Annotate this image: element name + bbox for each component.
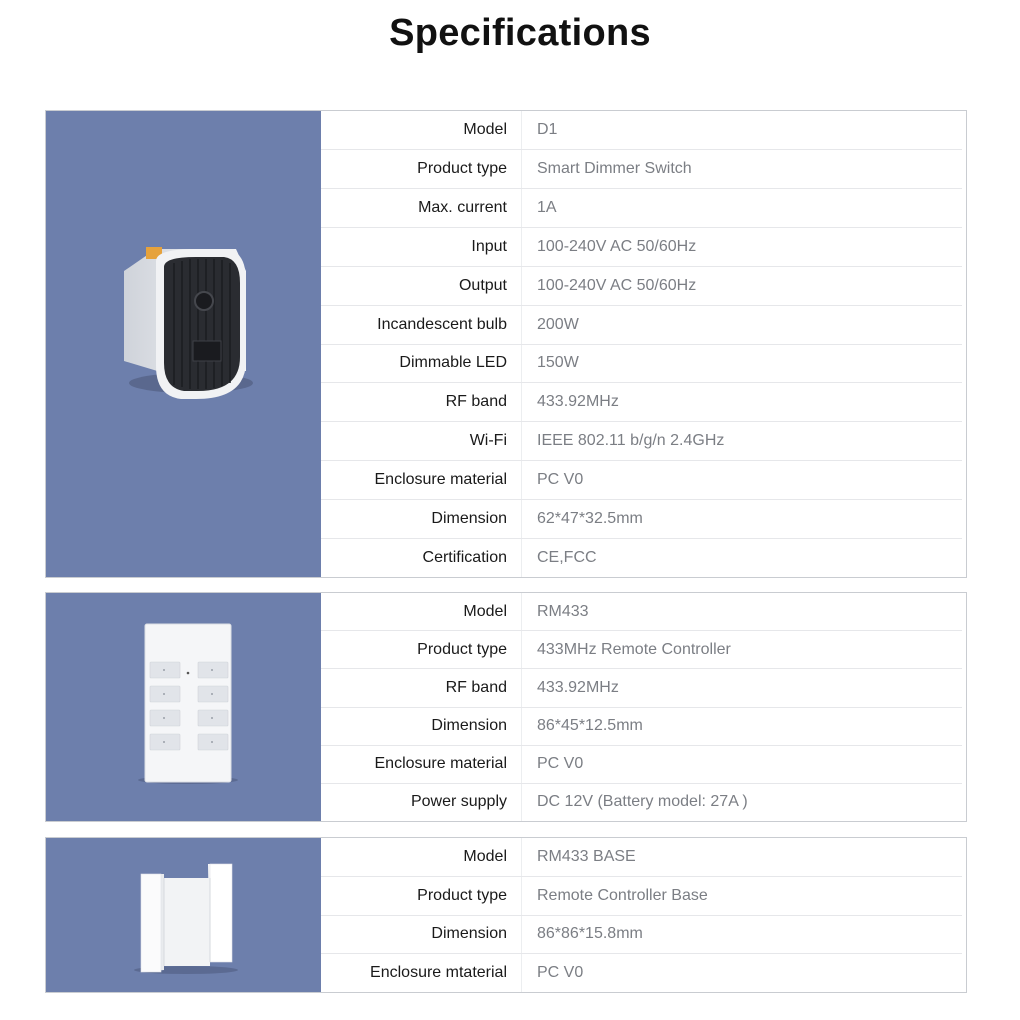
spec-row [321,954,962,992]
spec-block-rm433 [45,592,967,822]
spec-label: Enclosure material [321,461,522,499]
product-image-panel [46,111,321,577]
spec-label: Max. current [321,189,522,227]
spec-label: Dimmable LED [321,345,522,383]
spec-label: Model [321,838,522,876]
spec-label: Model [321,593,522,630]
spec-row [321,593,962,631]
spec-row [321,383,962,422]
spec-label: Product type [321,631,522,668]
spec-label: Dimension [321,708,522,745]
spec-label: Enclosure mtaterial [321,954,522,992]
spec-label: Model [321,111,522,149]
spec-row [321,111,962,150]
product-image-panel [46,593,321,821]
spec-value: RM433 [537,602,589,620]
spec-row [321,306,962,345]
spec-row [321,345,962,384]
spec-row [321,746,962,784]
spec-value: PC V0 [537,755,584,773]
spec-value: 100-240V AC 50/60Hz [537,276,697,294]
spec-row [321,838,962,877]
spec-value: 150W [537,354,579,372]
spec-row [321,877,962,916]
spec-value: 433.92MHz [537,678,619,696]
remote-controller-image [46,593,321,821]
spec-label: RF band [321,383,522,421]
spec-value: RM433 BASE [537,847,636,865]
spec-row [321,631,962,669]
spec-value: 200W [537,315,579,333]
spec-value: PC V0 [537,471,584,489]
spec-row [321,708,962,746]
spec-value: 100-240V AC 50/60Hz [537,237,697,255]
spec-label: RF band [321,669,522,706]
spec-value: D1 [537,120,558,138]
spec-row [321,916,962,955]
spec-row [321,267,962,306]
spec-rows [321,838,966,992]
spec-block-rm433-base [45,837,967,993]
spec-label: Product type [321,877,522,915]
spec-label: Dimension [321,916,522,954]
spec-label: Wi-Fi [321,422,522,460]
spec-value: 1A [537,198,557,216]
spec-value: Remote Controller Base [537,886,708,904]
spec-label: Dimension [321,500,522,538]
spec-value: 86*45*12.5mm [537,717,643,735]
spec-value: Smart Dimmer Switch [537,159,692,177]
spec-value: 433MHz Remote Controller [537,640,731,658]
spec-label: Input [321,228,522,266]
spec-value: DC 12V (Battery model: 27A ) [537,793,748,811]
spec-value: 62*47*32.5mm [537,510,643,528]
spec-row [321,539,962,577]
spec-rows [321,111,966,577]
spec-label: Incandescent bulb [321,306,522,344]
spec-row [321,189,962,228]
spec-value: CE,FCC [537,549,597,567]
spec-row [321,784,962,821]
spec-row [321,422,962,461]
spec-row [321,461,962,500]
spec-row [321,669,962,707]
spec-label: Product type [321,150,522,188]
spec-value: 433.92MHz [537,393,619,411]
spec-rows [321,593,966,821]
dimmer-switch-image [46,111,321,577]
spec-label: Certification [321,539,522,577]
spec-label: Output [321,267,522,305]
spec-row [321,228,962,267]
spec-row [321,150,962,189]
remote-base-image [46,838,321,992]
spec-value: 86*86*15.8mm [537,925,643,943]
product-image-panel [46,838,321,992]
spec-block-d1 [45,110,967,578]
spec-label: Power supply [321,784,522,821]
spec-row [321,500,962,539]
page-title: Specifications [389,12,651,54]
spec-value: IEEE 802.11 b/g/n 2.4GHz [537,432,725,450]
spec-label: Enclosure material [321,746,522,783]
spec-value: PC V0 [537,964,584,982]
